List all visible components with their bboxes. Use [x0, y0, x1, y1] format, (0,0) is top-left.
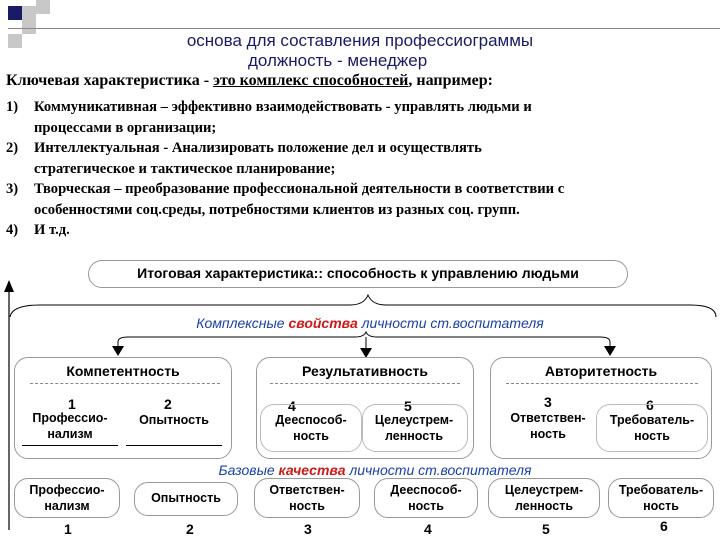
base-exactingness: Требователь- ность: [618, 483, 704, 513]
list-num: 4): [6, 222, 19, 238]
item-number: 2: [164, 396, 172, 412]
item-underline: [126, 445, 222, 446]
page-title-line1: основа для составления профессиограммы: [186, 31, 534, 50]
qualities-post: личности ст.воспитателя: [345, 462, 532, 478]
group-label-result: Результативность: [301, 363, 429, 379]
base-responsibility: Ответствен- ность: [269, 483, 345, 513]
group-label-competence: Компетентность: [66, 363, 180, 379]
base-number: 1: [64, 521, 72, 537]
item-box: [362, 404, 468, 452]
item-number: 1: [68, 396, 76, 412]
base-purposefulness: Целеустрем- ленность: [504, 483, 584, 513]
item-number: 6: [646, 397, 654, 413]
item-box: [596, 404, 708, 452]
base-professionalism: Профессио- нализм: [29, 483, 105, 513]
list-line: стратегическое и тактическое планирование;: [34, 160, 336, 177]
base-number: 6: [660, 518, 668, 534]
item-responsibility: Ответствен- ность: [510, 411, 586, 441]
key-prefix: Ключевая характеристика -: [6, 72, 214, 89]
group-label-authority: Авторитетность: [544, 363, 658, 379]
qualities-caption: [140, 462, 610, 478]
base-number: 3: [304, 521, 312, 537]
item-number: 4: [288, 398, 296, 414]
base-capability: Дееспособ- ность: [390, 483, 462, 513]
list-line: Интеллектуальная - Анализировать положение дел и осуществлять: [34, 140, 482, 156]
list-line: особенностями соц.среды, потребностями клиентов из разных соц. групп.: [34, 201, 520, 218]
list-line: И т.д.: [34, 222, 70, 238]
list-num: 1): [6, 99, 19, 115]
group-divider: [30, 383, 220, 384]
base-number: 4: [424, 521, 432, 537]
properties-caption: [120, 315, 620, 331]
group-divider: [270, 383, 460, 384]
properties-pre: Комплексные: [196, 315, 289, 331]
final-characteristic-text: Итоговая характеристика:: способность к управлению людьми: [137, 265, 579, 281]
item-purposefulness: Целеустрем- ленность: [374, 413, 454, 443]
properties-post: личности ст.воспитателя: [357, 315, 544, 331]
properties-red: свойства: [288, 315, 358, 331]
key-underlined: это комплекс способностей: [213, 72, 409, 89]
base-number: 2: [186, 521, 194, 537]
key-suffix: , например:: [408, 72, 493, 89]
item-number: 3: [544, 394, 552, 410]
list-line: Творческая – преобразование профессиональной деятельности в соответствии с: [34, 181, 565, 197]
list-num: 2): [6, 140, 19, 156]
group-divider: [506, 383, 698, 384]
base-number: 5: [542, 521, 550, 537]
item-experience: Опытность: [139, 413, 209, 427]
item-exactingness: Требователь- ность: [609, 413, 695, 443]
list-line: процессами в организации;: [34, 119, 217, 136]
base-experience: Опытность: [151, 491, 221, 505]
qualities-red: качества: [278, 462, 346, 478]
item-underline: [22, 445, 118, 446]
item-professionalism: Профессио- нализм: [32, 411, 108, 441]
item-box: [260, 404, 362, 452]
qualities-pre: Базовые: [218, 462, 279, 478]
item-capability: Дееспособ- ность: [275, 413, 347, 443]
list-line: Коммуникативная – эффективно взаимодействовать - управлять людьми и: [34, 99, 532, 115]
list-num: 3): [6, 181, 19, 197]
item-number: 5: [404, 398, 412, 414]
page-title-line2: должность - менеджер: [248, 51, 428, 70]
